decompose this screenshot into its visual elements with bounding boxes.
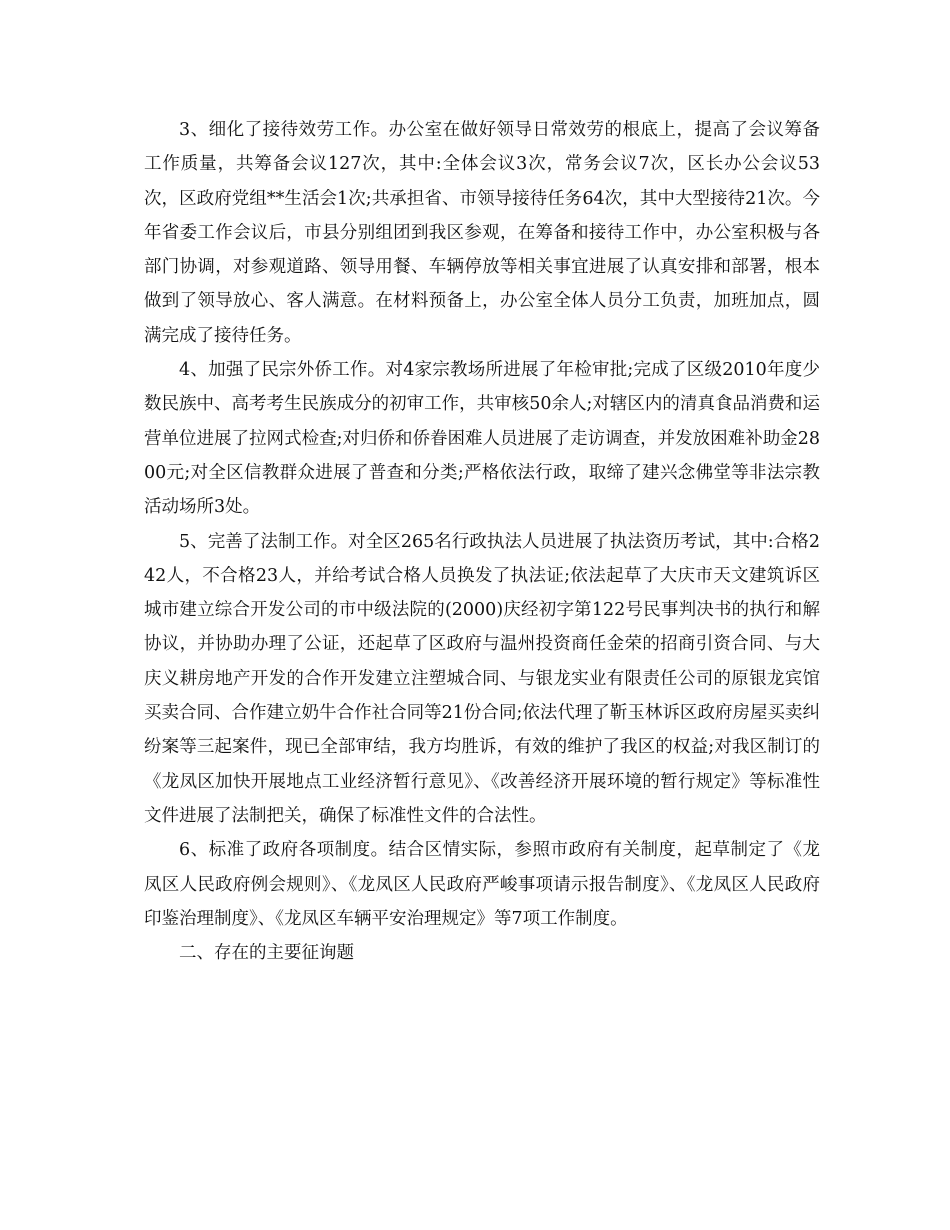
paragraph-legal-work: 5、完善了法制工作。对全区265名行政执法人员进展了执法资历考试，其中:合格242人，不合格23人，并给考试合格人员换发了执法证;依法起草了大庆市天文建筑诉区城市建立综合开发公司的市中级法院的(2000)庆经初字第122号民事判决书的执行和解协议，并协助办理了公证，还起草了区政府与温州投资商任金荣的招商引资合同、与大庆义耕房地产开发的合作开发建立注塑城合同、与银龙实业有限责任公司的原银龙宾馆买卖合同、合作建立奶牛合作社合同等21份合同;依法代理了靳玉林诉区政府房屋买卖纠纷案等三起案件，现已全部审结，我方均胜诉，有效的维护了我区的权益;对我区制订的《龙凤区加快开展地点工业经济暂行意见》、《改善经济开展环境的暂行规定》等标准性文件进展了法制把关，确保了标准性文件的合法性。 bbox=[144, 531, 820, 826]
paragraph-reception-service: 3、细化了接待效劳工作。办公室在做好领导日常效劳的根底上，提高了会议筹备工作质量，共筹备会议127次，其中:全体会议3次，常务会议7次，区长办公会议53次，区政府党组**生活会1次;共承担省、市领导接待任务64次，其中大型接待21次。今年省委工作会议后，市县分别组团到我区参观，在筹备和接待工作中，办公室积极与各部门协调，对参观道路、领导用餐、车辆停放等相关事宜进展了认真安排和部署，根本做到了领导放心、客人满意。在材料预备上，办公室全体人员分工负责，加班加点，圆满完成了接待任务。 bbox=[144, 120, 820, 346]
section-heading-main-problems: 二、存在的主要征询题 bbox=[179, 943, 354, 964]
paragraph-ethnic-religious-affairs: 4、加强了民宗外侨工作。对4家宗教场所进展了年检审批;完成了区级2010年度少数民族中、高考考生民族成分的初审工作，共审核50余人;对辖区内的清真食品消费和运营单位进展了拉网式检查;对归侨和侨眷困难人员进展了走访调查，并发放困难补助金2800元;对全区信教群众进展了普查和分类;严格依法行政，取缔了建兴念佛堂等非法宗教活动场所3处。 bbox=[144, 360, 820, 518]
paragraph-government-systems: 6、标准了政府各项制度。结合区情实际，参照市政府有关制度，起草制定了《龙凤区人民政府例会规则》、《龙凤区人民政府严峻事项请示报告制度》、《龙凤区人民政府印鉴治理制度》、《龙凤区车辆平安治理规定》等7项工作制度。 bbox=[144, 840, 820, 929]
document-page bbox=[144, 113, 820, 970]
